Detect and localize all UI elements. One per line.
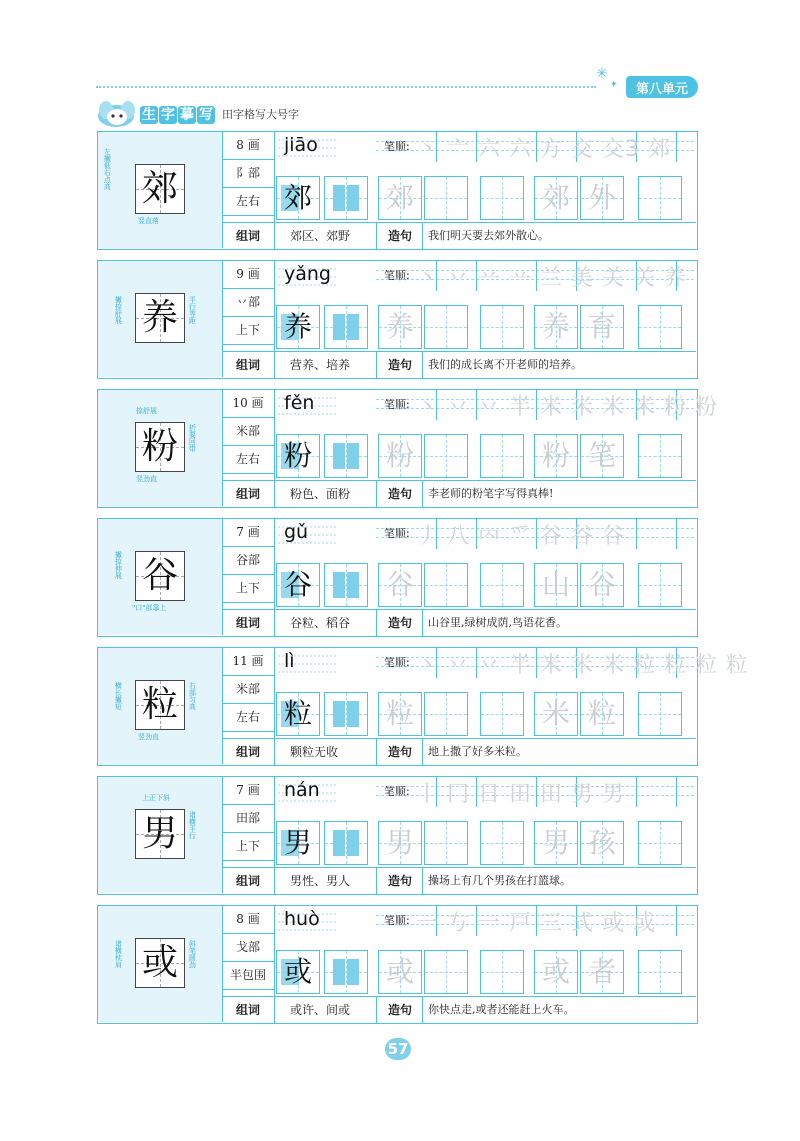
writing-tip: 诸横枕肩 [114, 940, 123, 968]
trace-cell[interactable] [580, 821, 624, 865]
blank-cell[interactable] [638, 821, 682, 865]
model-character: 郊 [141, 168, 178, 209]
word-group: 粉色、面粉 [290, 487, 351, 501]
writing-tip: 横长撇短 [114, 682, 123, 710]
title-char: 摹 [180, 107, 194, 123]
trace-cell[interactable] [580, 692, 624, 736]
pinyin: nán [284, 779, 320, 801]
writing-tip: 上正下斜 [142, 794, 170, 802]
writing-tip: 折要回带 [188, 424, 197, 452]
trace-row [376, 305, 696, 351]
trace-character: 或 [385, 955, 414, 988]
trace-character: 养 [385, 310, 414, 343]
word-group: 郊区、郊野 [290, 229, 351, 243]
zaoju-label: 造句 [388, 1003, 413, 1017]
blank-cell[interactable] [638, 434, 682, 478]
structure-cell [324, 692, 368, 736]
blank-cell[interactable] [480, 434, 524, 478]
trace-character: 米 [541, 697, 570, 730]
practice-character: 郊 [283, 181, 312, 214]
stroke-order: 丶 丷 䒑 䒑 兰 美 关 关 养 [416, 266, 687, 291]
title-char: 写 [199, 107, 213, 123]
trace-cell[interactable] [580, 176, 624, 220]
writing-tip: 左撇低右点高 [103, 148, 112, 190]
mascot-icon [96, 98, 140, 128]
trace-character: 育 [587, 310, 616, 343]
tianzige-model-box [135, 938, 185, 988]
model-panel [98, 906, 223, 1022]
trace-cell[interactable] [534, 176, 578, 220]
tianzige-model-box [135, 680, 185, 730]
star-icon: ✦ [610, 80, 618, 90]
pinyin-area [274, 519, 376, 609]
pinyin: jiāo [284, 134, 318, 156]
blank-cell[interactable] [424, 434, 468, 478]
trace-character: 外 [587, 181, 616, 214]
radical: 丷部 [222, 289, 274, 317]
structure-cell [324, 821, 368, 865]
practice-cell[interactable] [276, 692, 320, 736]
trace-character: 粉 [541, 439, 570, 472]
pinyin: gǔ [284, 521, 309, 543]
blank-cell[interactable] [424, 950, 468, 994]
stroke-order: 丨 冂 日 田 田 男 男 [416, 782, 625, 807]
zaoju-label: 造句 [388, 616, 413, 630]
pinyin-area [274, 777, 376, 867]
model-character: 养 [141, 297, 178, 338]
star-icon: ✳ [596, 66, 608, 82]
trace-character: 粒 [587, 697, 616, 730]
practice-cell[interactable] [276, 821, 320, 865]
model-panel [98, 261, 223, 377]
trace-character: 山 [541, 568, 570, 601]
writing-tip: 平行等距 [188, 296, 197, 324]
trace-row [376, 821, 696, 867]
blank-cell[interactable] [480, 563, 524, 607]
trace-cell[interactable] [534, 305, 578, 349]
blank-cell[interactable] [424, 692, 468, 736]
word-group: 营养、培养 [290, 358, 351, 372]
trace-character: 笔 [587, 439, 616, 472]
stroke-order: 丶 丷 丷 半 米 米 米 米 粉 粉 [416, 395, 718, 420]
blank-cell[interactable] [480, 692, 524, 736]
practice-cell[interactable] [276, 434, 320, 478]
trace-character: 郊 [541, 181, 570, 214]
model-character: 粒 [141, 684, 178, 725]
blank-cell[interactable] [638, 563, 682, 607]
zuci-label: 组词 [236, 1003, 261, 1017]
word-group: 谷粒、稻谷 [290, 616, 351, 630]
tianzige-model-box [135, 422, 185, 472]
page-number: 57 [385, 1038, 411, 1060]
trace-cell[interactable] [378, 563, 422, 607]
zuci-label: 组词 [236, 229, 261, 243]
section-title [140, 104, 299, 124]
trace-character: 郊 [385, 181, 414, 214]
trace-cell[interactable] [580, 305, 624, 349]
header-dotted-line [96, 86, 596, 88]
words-sentence-row [222, 351, 696, 378]
zaoju-label: 造句 [388, 487, 413, 501]
stroke-order: 一 𠀁 一 戸 三 式 或 或 [416, 911, 656, 936]
blank-cell[interactable] [424, 821, 468, 865]
structure-cell [324, 950, 368, 994]
structure: 半包围 [222, 962, 274, 990]
trace-character: 粉 [385, 439, 414, 472]
zaoju-label: 造句 [388, 745, 413, 759]
trace-cell[interactable] [580, 950, 624, 994]
blank-cell[interactable] [424, 563, 468, 607]
blank-cell[interactable] [638, 305, 682, 349]
trace-character: 男 [541, 826, 570, 859]
tianzige-model-box [135, 293, 185, 343]
practice-character: 养 [283, 310, 312, 343]
trace-character: 粒 [385, 697, 414, 730]
stroke-order-label: 笔顺: [384, 269, 410, 282]
writing-tip: 竖劲直 [136, 475, 157, 483]
example-sentence: 山谷里,绿树成荫,鸟语花香。 [428, 616, 567, 629]
character-entry [97, 776, 698, 895]
trace-cell[interactable] [378, 950, 422, 994]
trace-cell[interactable] [378, 305, 422, 349]
tianzige-model-box [135, 164, 185, 214]
stroke-order-label: 笔顺: [384, 140, 410, 153]
model-character: 男 [141, 813, 178, 854]
stroke-order: 丶 亠 六 六 方 交 交3 郊 [416, 137, 671, 162]
trace-cell[interactable] [378, 176, 422, 220]
trace-cell[interactable] [580, 563, 624, 607]
writing-tip: 竖直落 [138, 217, 159, 225]
trace-cell[interactable] [378, 434, 422, 478]
trace-cell[interactable] [378, 692, 422, 736]
radical: 米部 [222, 418, 274, 446]
blank-cell[interactable] [638, 176, 682, 220]
zaoju-label: 造句 [388, 874, 413, 888]
practice-character: 谷 [283, 568, 312, 601]
character-entry [97, 518, 698, 637]
stroke-order-label: 笔顺: [384, 785, 410, 798]
practice-cell[interactable] [276, 305, 320, 349]
trace-character: 或 [541, 955, 570, 988]
structure-cell [324, 176, 368, 220]
radical: 谷部 [222, 547, 274, 575]
trace-row [376, 563, 696, 609]
model-panel [98, 390, 223, 506]
tianzige-model-box [135, 551, 185, 601]
trace-row [376, 950, 696, 996]
stroke-count: 10 画 [222, 390, 274, 418]
trace-cell[interactable] [580, 434, 624, 478]
blank-cell[interactable] [480, 176, 524, 220]
stroke-order-label: 笔顺: [384, 527, 410, 540]
writing-tip: 诸横平行 [188, 811, 197, 839]
model-character: 或 [141, 942, 178, 983]
writing-tip: 撇捺舒展 [114, 296, 123, 324]
word-group: 男性、男人 [290, 874, 351, 888]
character-entry [97, 647, 749, 766]
character-entry [97, 260, 698, 379]
structure-cell [324, 305, 368, 349]
trace-character: 者 [587, 955, 616, 988]
words-sentence-row [222, 738, 696, 765]
practice-character: 男 [283, 826, 312, 859]
blank-cell[interactable] [480, 305, 524, 349]
pinyin: huò [284, 908, 320, 930]
structure: 上下 [222, 317, 274, 345]
radical: 戈部 [222, 934, 274, 962]
model-panel [98, 777, 223, 893]
practice-cell[interactable] [276, 950, 320, 994]
blank-cell[interactable] [424, 176, 468, 220]
practice-character: 粒 [283, 697, 312, 730]
example-sentence: 操场上有几个男孩在打篮球。 [428, 874, 571, 887]
word-group: 或许、间或 [290, 1003, 351, 1017]
stroke-count: 8 画 [222, 132, 274, 160]
practice-cell[interactable] [276, 176, 320, 220]
trace-cell[interactable] [534, 821, 578, 865]
practice-character: 或 [283, 955, 312, 988]
pinyin-area [274, 261, 376, 351]
practice-character: 粉 [283, 439, 312, 472]
example-sentence: 我们明天要去郊外散心。 [428, 229, 549, 242]
example-sentence: 李老师的粉笔字写得真棒! [428, 487, 554, 500]
pinyin-area [274, 648, 376, 738]
words-sentence-row [222, 867, 696, 894]
trace-cell[interactable] [378, 821, 422, 865]
section-subtitle: 田字格写大号字 [222, 108, 299, 121]
pinyin: lì [284, 650, 295, 672]
trace-cell[interactable] [534, 950, 578, 994]
trace-cell[interactable] [534, 434, 578, 478]
structure: 上下 [222, 575, 274, 603]
trace-character: 谷 [385, 568, 414, 601]
stroke-order-label: 笔顺: [384, 398, 410, 411]
example-sentence: 我们的成长离不开老师的培养。 [428, 358, 582, 371]
trace-cell[interactable] [534, 692, 578, 736]
writing-tip: 右部匀高 [188, 682, 197, 710]
structure-cell [324, 563, 368, 607]
zuci-label: 组词 [236, 358, 261, 372]
zuci-label: 组词 [236, 745, 261, 759]
word-group: 颗粒无收 [290, 745, 339, 759]
trace-character: 男 [385, 826, 414, 859]
stroke-order-label: 笔顺: [384, 914, 410, 927]
blank-cell[interactable] [638, 950, 682, 994]
writing-tip: 斜笔圆劲 [188, 940, 197, 968]
pinyin-area [274, 906, 376, 996]
model-panel [98, 519, 223, 635]
stroke-count: 8 画 [222, 906, 274, 934]
stroke-count: 9 画 [222, 261, 274, 289]
zaoju-label: 造句 [388, 358, 413, 372]
words-sentence-row [222, 609, 696, 636]
stroke-count: 7 画 [222, 519, 274, 547]
words-sentence-row [222, 222, 696, 249]
title-char: 字 [161, 107, 175, 123]
character-entry [97, 905, 698, 1024]
writing-tip: 撇捺伸展 [114, 551, 123, 579]
blank-cell[interactable] [424, 305, 468, 349]
trace-row [376, 176, 696, 222]
character-entry [97, 131, 698, 250]
pinyin: yǎng [284, 263, 331, 285]
stroke-count: 11 画 [222, 648, 274, 676]
model-panel [98, 132, 223, 248]
example-sentence: 地上撒了好多米粒。 [428, 745, 527, 758]
stroke-order: 丶 丷 丷 半 米 米 米 粒 粒 粒 粒 [416, 653, 749, 678]
zuci-label: 组词 [236, 487, 261, 501]
structure: 左右 [222, 704, 274, 732]
character-entry [97, 389, 718, 508]
words-sentence-row [222, 996, 696, 1023]
model-character: 粉 [141, 426, 178, 467]
trace-row [376, 434, 696, 480]
trace-row [376, 692, 696, 738]
trace-character: 养 [541, 310, 570, 343]
radical: 米部 [222, 676, 274, 704]
zuci-label: 组词 [236, 874, 261, 888]
structure: 上下 [222, 833, 274, 861]
tianzige-model-box [135, 809, 185, 859]
title-char: 生 [142, 107, 156, 123]
example-sentence: 你快点走,或者还能赶上火车。 [428, 1003, 575, 1016]
structure: 左右 [222, 188, 274, 216]
model-panel [98, 648, 223, 764]
blank-cell[interactable] [480, 950, 524, 994]
blank-cell[interactable] [638, 692, 682, 736]
pinyin-area [274, 390, 376, 480]
zaoju-label: 造句 [388, 229, 413, 243]
writing-tip: "口"部靠上 [132, 604, 167, 612]
writing-tip: 竖劲直 [138, 733, 159, 741]
unit-tab: 第八单元 [626, 76, 698, 98]
structure-cell [324, 434, 368, 478]
stroke-order: 丿 八 𠔿 爫 谷 谷 谷 [416, 524, 625, 549]
radical: 阝部 [222, 160, 274, 188]
practice-cell[interactable] [276, 563, 320, 607]
trace-cell[interactable] [534, 563, 578, 607]
stroke-count: 7 画 [222, 777, 274, 805]
pinyin: fěn [284, 392, 315, 414]
blank-cell[interactable] [480, 821, 524, 865]
trace-character: 孩 [587, 826, 616, 859]
trace-character: 谷 [587, 568, 616, 601]
radical: 田部 [222, 805, 274, 833]
writing-tip: 捺舒展 [136, 407, 157, 415]
stroke-order-label: 笔顺: [384, 656, 410, 669]
words-sentence-row [222, 480, 696, 507]
structure: 左右 [222, 446, 274, 474]
zuci-label: 组词 [236, 616, 261, 630]
pinyin-area [274, 132, 376, 222]
model-character: 谷 [141, 555, 178, 596]
